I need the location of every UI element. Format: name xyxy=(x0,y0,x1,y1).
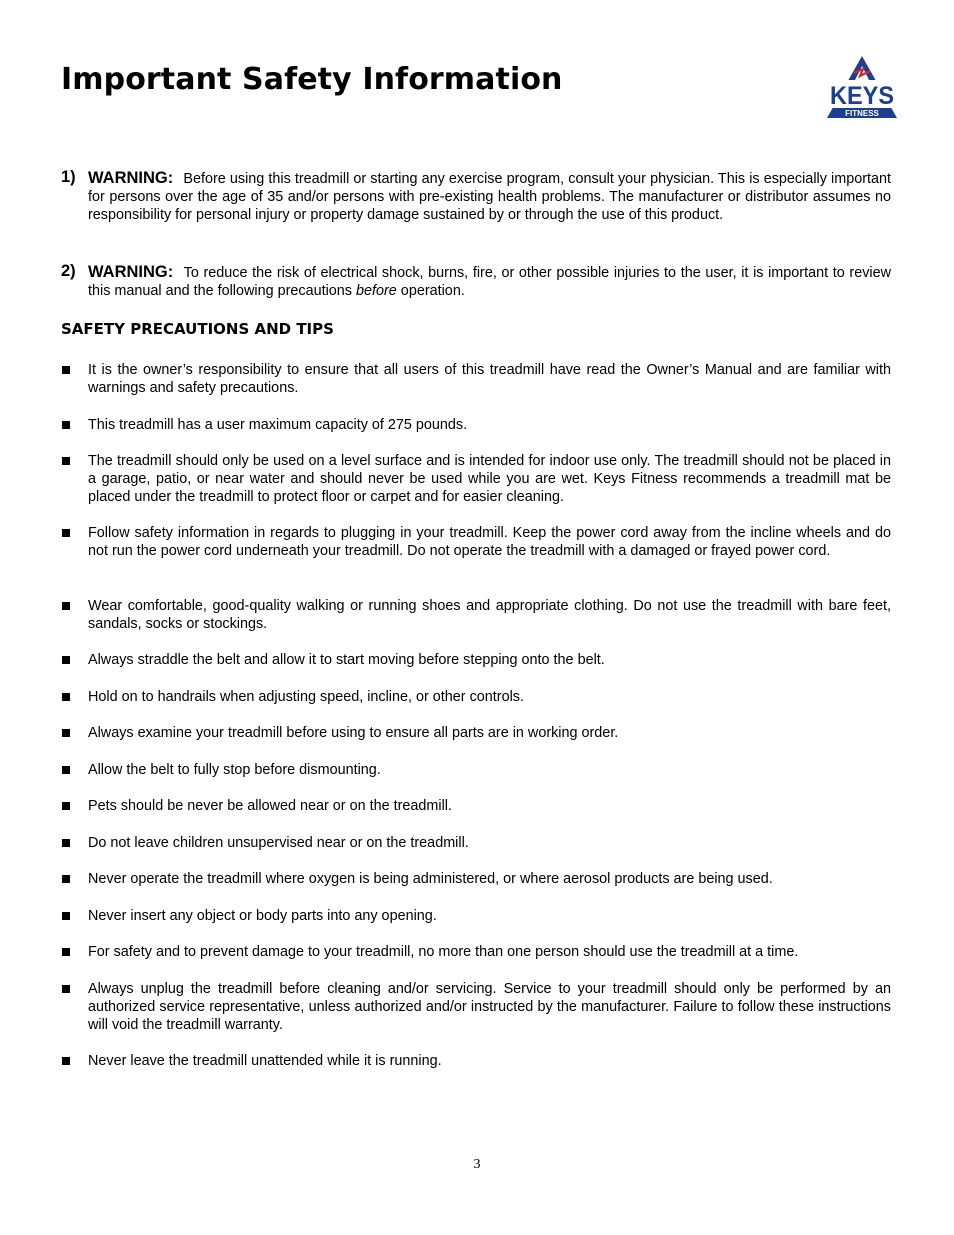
warning-text: Before using this treadmill or starting any exercise program, consult your physician. This is especially important for persons over the age of 35 and/or persons with pre-existing health problems. The manufacturer or distributor assumes no responsibility for personal injury or property damage sustained by or through the use of this product. xyxy=(88,171,891,223)
tip-item: Never insert any object or body parts into any opening. xyxy=(61,907,891,925)
warning-text-emphasis: before xyxy=(356,283,397,299)
bullet-icon xyxy=(62,421,70,429)
bullet-icon xyxy=(62,985,70,993)
tip-item: Pets should be never be allowed near or on the treadmill. xyxy=(61,797,891,815)
section-heading: SAFETY PRECAUTIONS AND TIPS xyxy=(61,320,334,338)
warning-1 xyxy=(61,169,891,224)
warning-text-end: operation. xyxy=(396,283,465,299)
bullet-icon xyxy=(62,948,70,956)
tip-item: Always unplug the treadmill before cleaning and/or servicing. Service to your treadmill should only be performed by an authorized service representative, unless authorized and/or instructed by the manufacturer. Failure to follow these instructions will void the treadmill warranty. xyxy=(61,980,891,1034)
bullet-icon xyxy=(62,602,70,610)
warning-2 xyxy=(61,263,891,300)
tip-item: Do not leave children unsupervised near or on the treadmill. xyxy=(61,834,891,852)
bullet-icon xyxy=(62,766,70,774)
tip-item: Always examine your treadmill before using to ensure all parts are in working order. xyxy=(61,724,891,742)
tip-item: It is the owner’s responsibility to ensure that all users of this treadmill have read the Owner’s Manual and are familiar with warnings and safety precautions. xyxy=(61,361,891,397)
page-number: 3 xyxy=(473,1157,481,1172)
warning-label: WARNING: xyxy=(88,169,174,187)
bullet-icon xyxy=(62,693,70,701)
bullet-icon xyxy=(62,366,70,374)
tip-item: For safety and to prevent damage to your treadmill, no more than one person should use the treadmill at a time. xyxy=(61,943,891,961)
tip-item: Always straddle the belt and allow it to start moving before stepping onto the belt. xyxy=(61,651,891,669)
tip-item: Never leave the treadmill unattended while it is running. xyxy=(61,1052,891,1070)
bullet-icon xyxy=(62,802,70,810)
tip-item: Wear comfortable, good-quality walking or running shoes and appropriate clothing. Do not use the treadmill with bare feet, sandals, socks or stockings. xyxy=(61,597,891,633)
logo-sub: FITNESS xyxy=(845,109,879,118)
bullet-icon xyxy=(62,1057,70,1065)
bullet-icon xyxy=(62,656,70,664)
tip-item: Follow safety information in regards to plugging in your treadmill. Keep the power cord away from the incline wheels and do not run the power cord underneath your treadmill. Do not operate the treadmill with a damaged or frayed power cord. xyxy=(61,524,891,560)
tip-item: Never operate the treadmill where oxygen is being administered, or where aerosol products are being used. xyxy=(61,870,891,888)
keys-fitness-logo xyxy=(824,54,900,120)
tip-item: Hold on to handrails when adjusting speed, incline, or other controls. xyxy=(61,688,891,706)
bullet-icon xyxy=(62,729,70,737)
tip-item: This treadmill has a user maximum capacity of 275 pounds. xyxy=(61,416,891,434)
tip-item: The treadmill should only be used on a level surface and is intended for indoor use only. The treadmill should not be placed in a garage, patio, or near water and should never be used while you are wet. Keys Fitness recommends a treadmill mat be placed under the treadmill to protect floor or carpet and for easier cleaning. xyxy=(61,452,891,506)
bullet-icon xyxy=(62,457,70,465)
warning-label: WARNING: xyxy=(88,263,174,281)
bullet-icon xyxy=(62,875,70,883)
warning-number: 1) xyxy=(61,168,76,186)
bullet-icon xyxy=(62,529,70,537)
tip-item: Allow the belt to fully stop before dismounting. xyxy=(61,761,891,779)
warning-text: To reduce the risk of electrical shock, burns, fire, or other possible injuries to the user, it is important to review this manual and the following precautions xyxy=(88,265,891,299)
logo-brand: KEYS xyxy=(830,82,894,110)
bullet-icon xyxy=(62,839,70,847)
page-title: Important Safety Information xyxy=(61,62,563,97)
warning-number: 2) xyxy=(61,262,76,280)
bullet-icon xyxy=(62,912,70,920)
